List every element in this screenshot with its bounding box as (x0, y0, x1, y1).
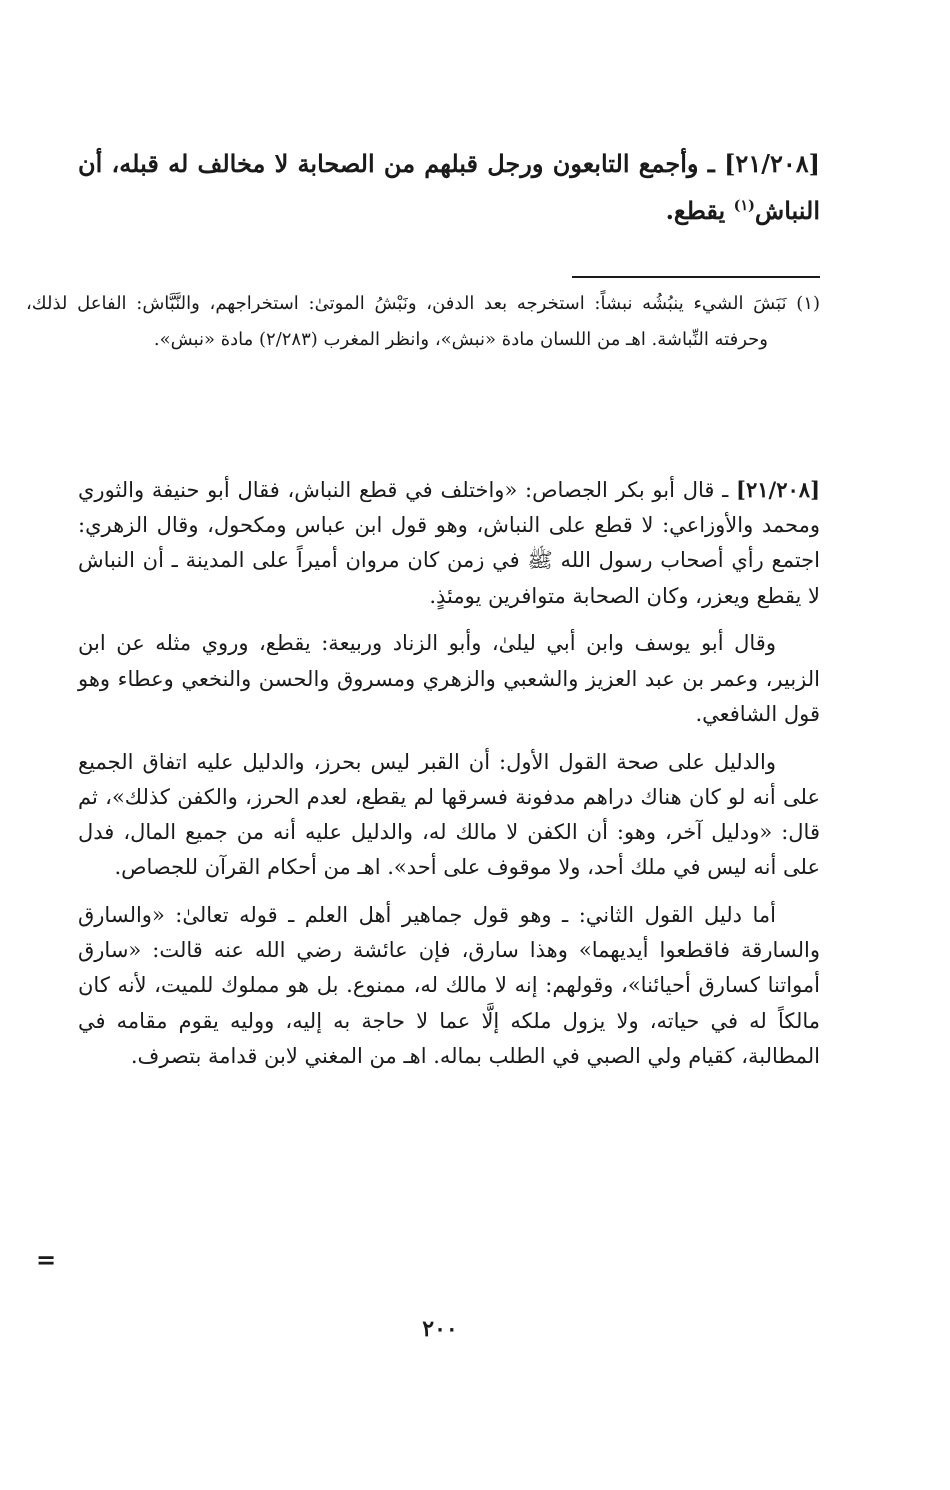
commentary-paragraph-2: وقال أبو يوسف وابن أبي ليلىٰ، وأبو الزناد وربيعة: يقطع، وروي مثله عن ابن الزبير، وعمر بن عبد العزيز والشعبي والزهري ومسروق والحسن والنخعي وعطاء وهو قول الشافعي. (78, 631, 820, 726)
main-entry-paragraph (78, 140, 820, 234)
commentary-paragraph-3: والدليل على صحة القول الأول: أن القبر ليس بحرز، والدليل عليه اتفاق الجميع على أنه لو كان هناك دراهم مدفونة فسرقها لم يقطع، لعدم الحرز، والكفن كذلك»، ثم قال: «ودليل آخر، وهو: أن الكفن لا مالك له، والدليل عليه أنه من جميع المال، فدل على أنه ليس في ملك أحد، ولا موقوف على أحد». اهـ من أحكام القرآن للجصاص. (78, 749, 820, 880)
entry-text: وأجمع التابعون ورجل قبلهم من الصحابة لا مخالف له قبله، أن النباش (78, 149, 820, 225)
commentary (78, 472, 820, 1087)
footnote (26, 286, 820, 358)
entry-dash: ـ (698, 149, 725, 178)
footnote-marker[interactable]: (١) (733, 197, 755, 214)
entry-text-end: يقطع. (665, 196, 734, 225)
entry-reference: [٢١/٢٠٨] (724, 149, 820, 178)
commentary-paragraph-1 (78, 472, 820, 614)
main-entry (78, 140, 820, 234)
footnote-separator (572, 276, 820, 278)
continuation-mark: = (36, 1245, 57, 1274)
commentary-reference: [٢١/٢٠٨] (736, 477, 820, 502)
footnote-text: نَبَشَ الشيء ينبُشُه نبشاً: استخرجه بعد الدفن، ونَبْشُ الموتىٰ: استخراجهم، والنَّبَّاش: الفاعل لذلك، وحرفته النِّباشة. اهـ من اللسان مادة «نبش»، وانظر المغرب (٢/٢٨٣) مادة «نبش». (26, 293, 797, 350)
commentary-text-1: ـ قال أبو بكر الجصاص: «واختلف في قطع النباش، فقال أبو حنيفة والثوري ومحمد والأوزاعي: لا قطع على النباش، وهو قول ابن عباس ومكحول، وقال الزهري: اجتمع رأي أصحاب رسول الله ﷺ في زمن كان مروان أميراً على المدينة ـ أن النباش لا يقطع ويعزر، وكان الصحابة متوافرين يومئذٍ. (78, 478, 820, 608)
commentary-paragraph-4: أما دليل القول الثاني: ـ وهو قول جماهير أهل العلم ـ قوله تعالىٰ: «والسارق والسارقة فاقطعوا أيديهما» وهذا سارق، فإن عائشة رضي الله عنه قالت: «سارق أمواتنا كسارق أحيائنا»، وقولهم: إنه لا مالك له، ممنوع. بل هو مملوك للميت، لأنه كان مالكاً له في حياته، ولا يزول ملكه إلَّا عما لا حاجة به إليه، ووليه يقوم مقامه في المطالبة، كقيام ولي الصبي في الطلب بماله. اهـ من المغني لابن قدامة بتصرف. (78, 903, 820, 1068)
footnote-paragraph (26, 286, 820, 358)
footnote-number: (١) (796, 293, 820, 314)
page-number: ٢٠٠ (422, 1316, 458, 1342)
